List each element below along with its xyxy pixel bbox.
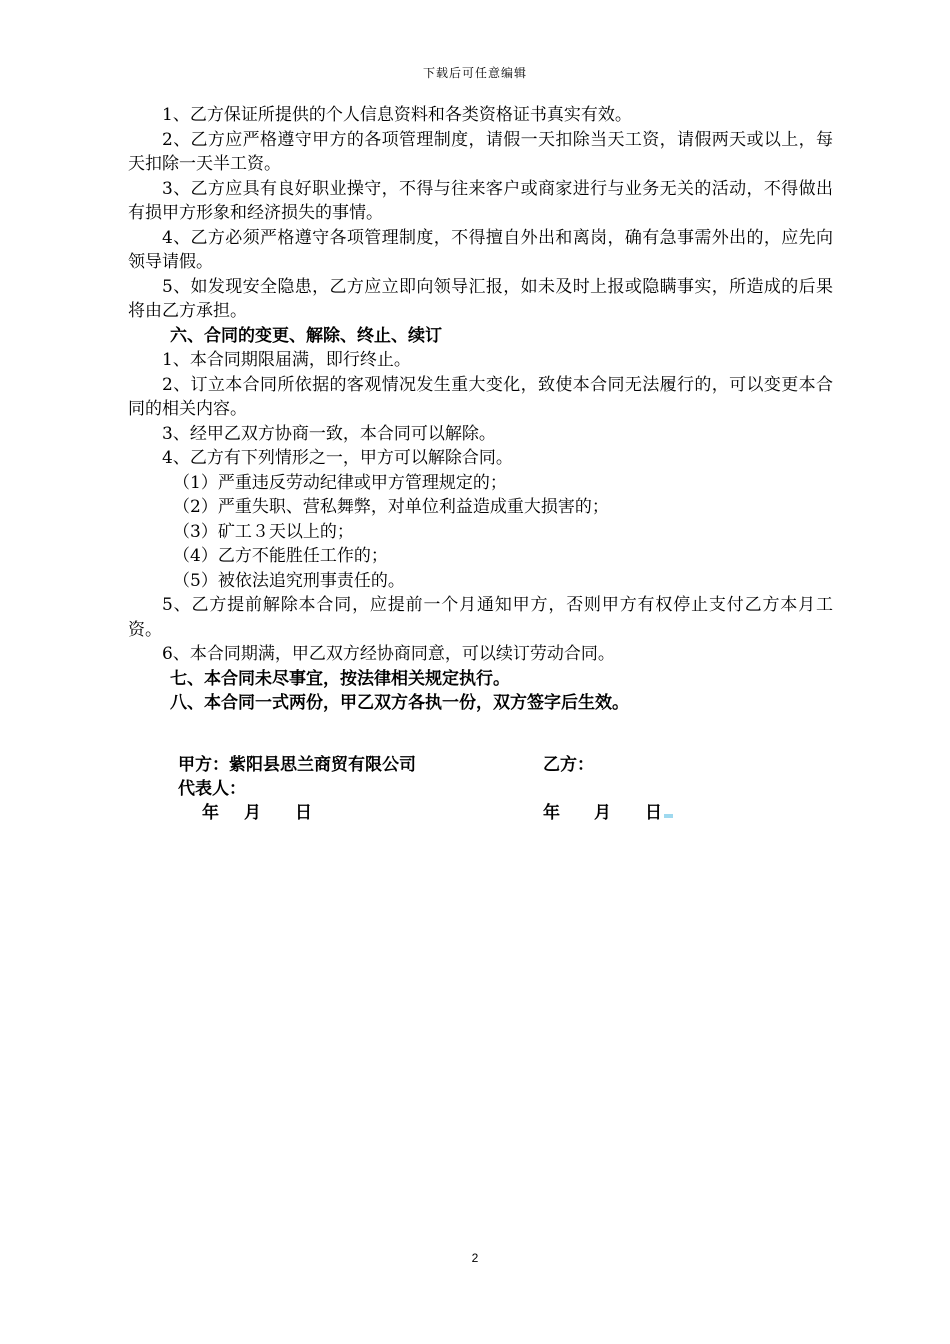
party-a-date-month: 月 [244,803,261,823]
page-header: 下载后可任意编辑 [422,66,527,80]
party-a-date-day: 日 [295,803,312,823]
clause-6-4-sub-3: （3）矿工３天以上的； [173,521,354,542]
clause-6-5: 5、乙方提前解除本合同，应提前一个月通知甲方，否则甲方有权停止支付乙方本月工资。 [128,595,833,640]
signature-date-row [178,801,738,825]
party-b-date-month: 月 [594,803,611,823]
text-cursor-mark [664,814,673,818]
clause-5-3: 3、乙方应具有良好职业操守，不得与往来客户或商家进行与业务无关的活动，不得做出有损甲方形象和经济损失的事情。 [128,178,833,223]
party-b-label: 乙方： [543,755,594,775]
clause-6-4-sub-5: （5）被依法追究刑事责任的。 [173,570,405,591]
clause-6-4-sub-1: （1）严重违反劳动纪律或甲方管理规定的； [173,472,507,493]
section-8-heading: 八、本合同一式两份，甲乙双方各执一份，双方签字后生效。 [170,693,629,713]
clause-6-4-sub-2: （2）严重失职、营私舞弊，对单位利益造成重大损害的； [173,497,609,517]
clause-6-4: 4、乙方有下列情形之一，甲方可以解除合同。 [162,448,513,468]
representative-label: 代表人： [178,779,246,799]
clause-6-3: 3、经甲乙双方协商一致，本合同可以解除。 [162,423,496,444]
party-b-date [543,801,673,825]
signature-parties-row [178,753,738,777]
clause-5-5: 5、如发现安全隐患，乙方应立即向领导汇报，如未及时上报或隐瞒事实，所造成的后果将由乙方承担。 [128,276,833,321]
page-number: 2 [471,1251,479,1265]
clause-6-6: 6、本合同期满，甲乙双方经协商同意，可以续订劳动合同。 [162,644,615,664]
party-b-date-day: 日 [645,803,662,823]
party-a-date-year: 年 [202,803,219,823]
clause-6-1: 1、本合同期限届满，即行终止。 [162,350,411,370]
signature-representative-row [178,777,738,801]
clause-6-4-sub-4: （4）乙方不能胜任工作的； [173,546,388,566]
party-a-label: 甲方：紫阳县思兰商贸有限公司 [178,755,416,775]
clause-5-4: 4、乙方必须严格遵守各项管理制度，不得擅自外出和离岗，确有急事需外出的，应先向领导请假。 [128,227,833,272]
party-a-date [202,801,312,825]
clause-5-2: 2、乙方应严格遵守甲方的各项管理制度，请假一天扣除当天工资，请假两天或以上，每天扣除一天半工资。 [128,129,833,174]
section-7-heading: 七、本合同未尽事宜，按法律相关规定执行。 [170,668,510,689]
clause-6-2: 2、订立本合同所依据的客观情况发生重大变化，致使本合同无法履行的，可以变更本合同的相关内容。 [128,374,833,419]
section-6-heading: 六、合同的变更、解除、终止、续订 [170,325,442,346]
document-body [128,103,833,716]
signature-block [178,753,738,825]
clause-5-1: 1、乙方保证所提供的个人信息资料和各类资格证书真实有效。 [162,105,632,125]
party-b-date-year: 年 [543,803,560,823]
